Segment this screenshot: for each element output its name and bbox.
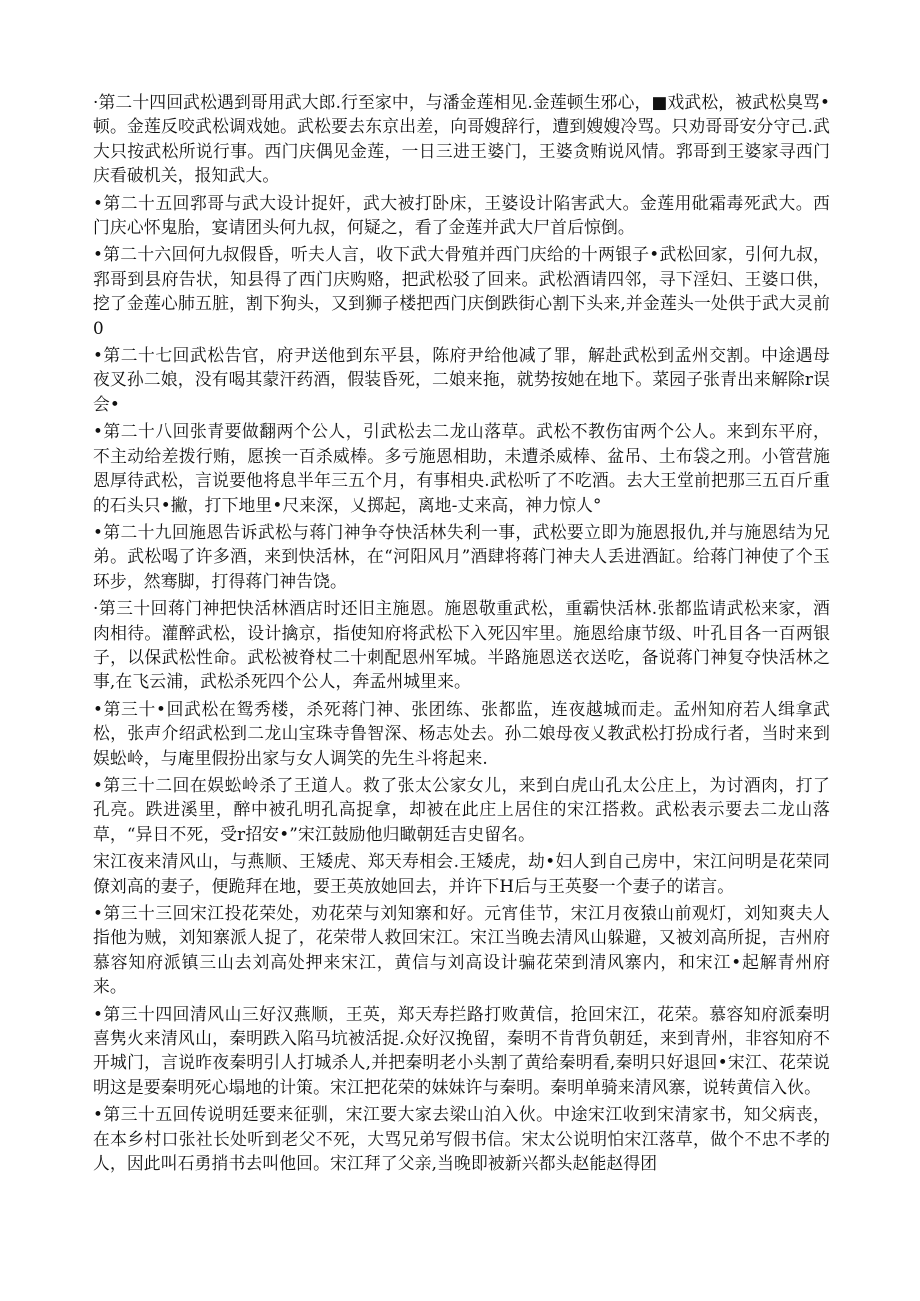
paragraph-chapter-29: •第二十九回施恩告诉武松与蒋门神争夺快活林失利一事，武松要立即为施恩报仇,并与施恩结为兄弟。武松喝了许多酒，来到快活林，在“河阳风月”酒肆将蒋门神夫人丢进酒缸。给蒋门神使了个玉环步，然骞脚，打得蒋门神告饶。 [93,521,830,591]
paragraph-chapter-26: •第二十六回何九叔假昏，听夫人言，收下武大骨殖并西门庆给的十两银子•武松回家，引何九叔，郛哥到县府告状，知县得了西门庆购赂，把武松驳了回来。武松酒请四邻，寻下淫妇、王婆口供，挖了金莲心肺五脏，割下狗头，又到狮子楼把西门庆倒跌街心割下头来,并金莲头一处供于武大灵前0 [93,244,830,338]
paragraph-chapter-32: •第三十二回在娱蚣岭杀了王道人。救了张太公家女儿，来到白虎山孔太公庄上，为讨酒肉，打了孔亮。跌进溪里，醉中被孔明孔高捉拿，却被在此庄上居住的宋江搭救。武松表示要去二龙山落草，“异日不死，受r招安•”宋江鼓励他归瞰朝廷吉史留名。 [93,774,830,844]
paragraph-song-jiang-qingfeng: 宋江夜来清风山，与燕顺、王矮虎、郑天寿相会.王矮虎，劫•妇人到自己房中，宋江问明是花荣同僚刘高的妻子，便跪拜在地，要王英放她回去，并许下H后与王英娶一个妻子的诺言。 [93,851,830,896]
paragraph-chapter-24: ·第二十四回武松遇到哥用武大郎.行至家中，与潘金莲相见.金莲顿生邪心，■戏武松，被武松臭骂•顿。金莲反咬武松调戏她。武松要去东京出差，向哥嫂辞行，遭到嫂嫂冷骂。只劝哥哥安分守己.武大只按武松所说行事。西门庆偶见金莲，一日三进王婆门，王婆贪贿说风情。郛哥到王婆家寻西门庆看破机关，报知武大。 [93,92,830,186]
paragraph-chapter-30: ·第三十回蒋门神把快活林酒店时还旧主施恩。施恩敬重武松，重霸快活林.张都监请武松来家，酒肉相待。灌醉武松，设计擒京，指使知府将武松下入死囚牢里。施恩给康节级、叶孔目各一百两银子，以保武松性命。武松被脊杖二十刺配恩州军城。半路施恩送衣送吃，备说蒋门神复夺快活林之事,在飞云浦，武松杀死四个公人，奔孟州城里来。 [93,598,830,692]
paragraph-chapter-33: •第三十三回宋江投花荣处，劝花荣与刘知寨和好。元宵佳节，宋江月夜猿山前观灯，刘知爽夫人指他为贼，刘知寨派人捉了，花荣带人救回宋江。宋江当晚去清风山躲避，又被刘高所捉，吉州府慕容知府派镇三山去刘高处押来宋江，黄信与刘高设计骗花荣到清风寨内，和宋江•起解青州府来。 [93,903,830,997]
paragraph-chapter-35: •第三十五回传说明廷要来征驯，宋江要大家去梁山泊入伙。中途宋江收到宋清家书，知父病丧，在本乡村口张社长处听到老父不死，大骂兄弟写假书信。宋太公说明怕宋江落草，做个不忠不孝的人，因此叫石勇捎书去叫他回。宋江拜了父亲,当晚即被新兴都头赵能赵得团 [93,1104,830,1174]
paragraph-chapter-28: •第二十八回张青要做翻两个公人，引武松去二龙山落草。武松不教伤宙两个公人。来到东平府，不主动给差拨行贿，愿挨一百杀威棒。多亏施恩相助，未遭杀威棒、盆吊、土布袋之刑。小管营施恩厚待武松，言说要他将息半年三五个月，有事相央.武松听了不吃酒。去大王堂前把那三五百斤重的石头只•撇，打下地里•尺来深，乂掷起，离地-丈来高，神力惊人° [93,421,830,515]
paragraph-chapter-34: •第三十四回清风山三好汉燕顺，王英，郑天寿拦路打败黄信，抢回宋江，花荣。慕容知府派秦明喜隽火来清风山，秦明跌入陷马坑被活捉.众好汉挽留，秦明不肯背负朝廷，来到青州，非容知府不开城门，言说昨夜秦明引人打城杀人,并把秦明老小头割了黄给秦明看,秦明只好退回•宋江、花荣说明这是要秦明死心塌地的计策。宋江把花荣的妹妹许与秦明。秦明单骑来清风寨，说转黄信入伙。 [93,1003,830,1097]
paragraph-chapter-27: •第二十七回武松告官，府尹送他到东平县，陈府尹给他减了罪，解赴武松到孟州交割。中途遇母夜叉孙二娘，没有喝其蒙汗药酒，假装昏死，二娘来拖，就势按她在地下。菜园子张青出来解除r误会• [93,345,830,414]
paragraph-chapter-31: •第三十•回武松在鸳秀楼，杀死蒋门神、张团练、张都监，连夜越城而走。孟州知府若人缉拿武松，张声介绍武松到二龙山宝珠寺鲁智深、杨志处去。孙二娘母夜乂教武松打扮成行者，当时来到娱蚣岭，与庵里假扮出家与女人调笑的先生斗将起来. [93,698,830,768]
paragraph-chapter-25: •第二十五回郛哥与武大设计捉奸，武大被打卧床，王婆设计陷害武大。金莲用砒霜毒死武大。西门庆心怀鬼胎，宴请团头何九叔，何疑之，看了金莲并武大尸首后惊倒。 [93,192,830,238]
